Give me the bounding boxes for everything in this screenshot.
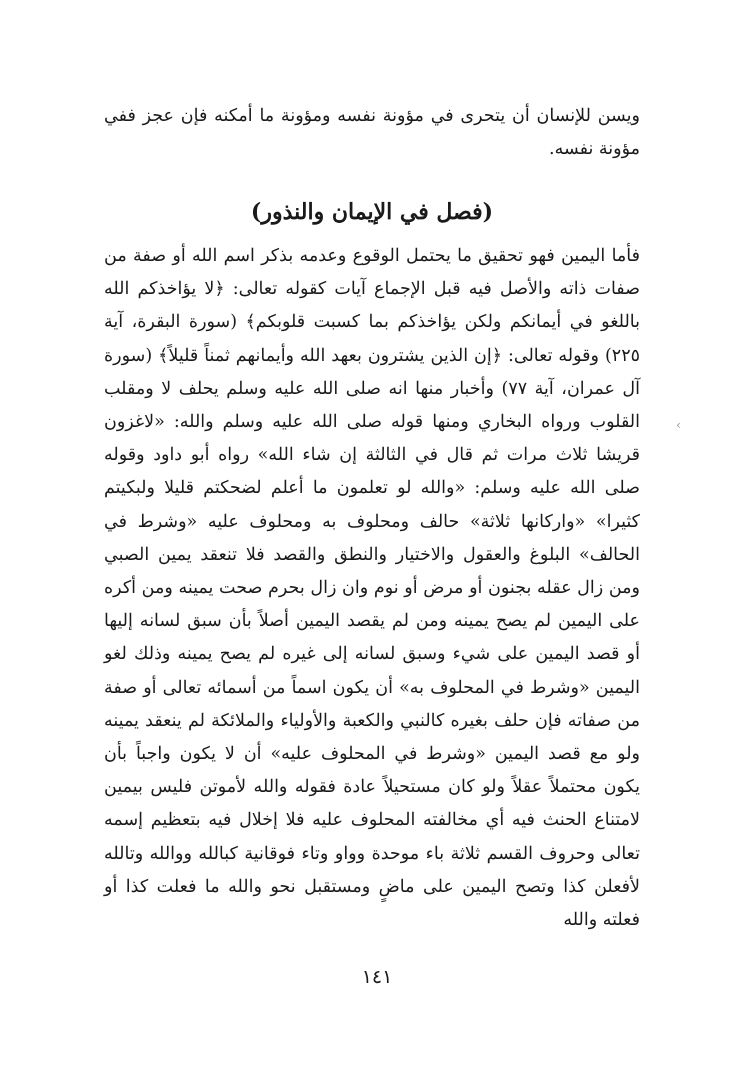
section-heading: (فصل في الإيمان والنذور) [250, 199, 494, 225]
section-body-text: فأما اليمين فهو تحقيق ما يحتمل الوقوع وعدمه بذكر اسم الله أو صفة من صفات ذاته والأصل فيه قبل الإجماع آيات كقوله تعالى: ﴿لا يؤاخذكم الله باللغو في أيمانكم ولكن يؤاخذكم بما كسبت قلوبكم﴾ (سورة البقرة، آية ٢٢٥) وقوله تعالى: ﴿إن الذين يشترون بعهد الله وأيمانهم ثمناً قليلاً﴾ (سورة آل عمران، آية ٧٧) وأخبار منها انه صلى الله عليه وسلم يحلف لا ومقلب القلوب ورواه البخاري ومنها قوله صلى الله عليه وسلم والله: «لاغزون قريشا ثلاث مرات ثم قال في الثالثة إن شاء الله» رواه أبو داود وقوله صلى الله عليه وسلم: «والله لو تعلمون ما أعلم لضحكتم قليلا ولبكيتم كثيرا» «واركانها ثلاثة» حالف ومحلوف به ومحلوف عليه «وشرط في الحالف» البلوغ والعقول والاختيار والنطق والقصد فلا تنعقد يمين الصبي ومن زال عقله بجنون أو مرض أو نوم وان زال بحرم صحت يمينه ومن أكره على اليمين لم يصح يمينه ومن لم يقصد اليمين أصلاً بأن سبق لسانه إليها أو قصد اليمين على شيء وسبق لسانه إلى غيره لم يصح يمينه وذلك لغو اليمين «وشرط في المحلوف به» أن يكون اسماً من أسمائه تعالى أو صفة من صفاته فإن حلف بغيره كالنبي والكعبة والأولياء والملائكة لم ينعقد يمينه ولو مع قصد اليمين «وشرط في المحلوف عليه» أن لا يكون واجباً بأن يكون محتملاً عقلاً ولو كان مستحيلاً عادة فقوله والله لأموتن فليس بيمين لامتناع الحنث فيه أي مخالفته المحلوف عليه فلا إخلال فيه بتعظيم إسمه تعالى وحروف القسم ثلاثة باء موحدة وواو وتاء فوقانية كبالله ووالله وتالله لأفعلن كذا وتصح اليمين على ماضٍ ومستقبل نحو والله ما فعلت كذا أو فعلته والله [104, 246, 640, 931]
intro-paragraph [104, 100, 640, 166]
section-body [104, 240, 640, 937]
intro-text: ويسن للإنسان أن يتحرى في مؤونة نفسه ومؤونة ما أمكنه فإن عجز ففي مؤونة نفسه. [104, 106, 640, 160]
margin-mark: ‹ [676, 418, 681, 432]
page-number: ١٤١ [361, 966, 393, 988]
